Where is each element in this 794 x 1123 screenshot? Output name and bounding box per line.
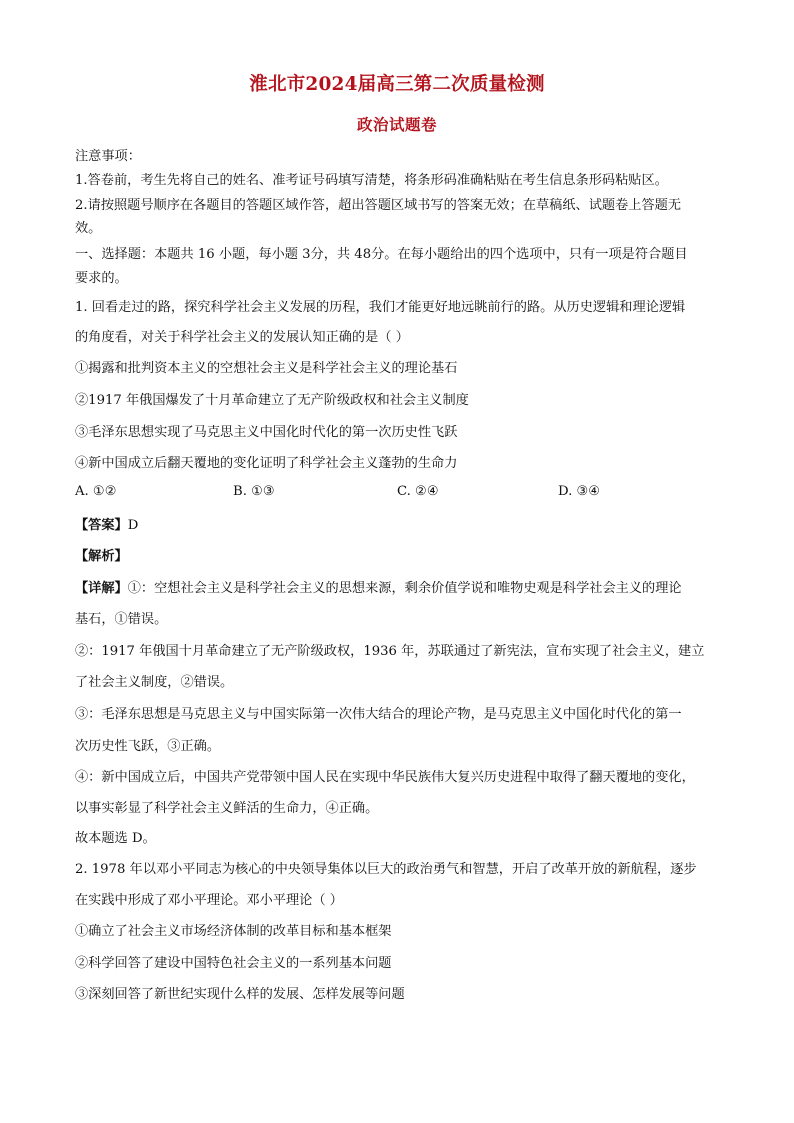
q2-statement-3: ③深刻回答了新世纪实现什么样的发展、怎样发展等问题 <box>75 987 405 1002</box>
notice-item-2: 2.请按照题号顺序在各题目的答题区域作答，超出答题区域书写的答案无效；在草稿纸、试题卷上答题无 <box>75 198 682 213</box>
answer-tag: 【答案】 <box>75 518 128 533</box>
q1-analysis-tag <box>75 548 128 566</box>
q1-statement-4: ④新中国成立后翻天覆地的变化证明了科学社会主义蓬勃的生命力 <box>75 456 458 471</box>
q1-option-a: A. ①② <box>75 484 117 499</box>
q1-stem-cont: 的角度看，对关于科学社会主义的发展认知正确的是（ ） <box>75 330 409 345</box>
answer-value: D <box>127 518 139 533</box>
q1-statement-3: ③毛泽东思想实现了马克思主义中国化时代化的第一次历史性飞跃 <box>75 425 458 440</box>
q1-detail-1-cont: 基石，①错误。 <box>75 612 168 627</box>
q1-detail-3: ③：毛泽东思想是马克思主义与中国实际第一次伟大结合的理论产物，是马克思主义中国化时代化的第一 <box>75 707 682 722</box>
q1-detail-2-cont: 了社会主义制度，②错误。 <box>75 675 234 690</box>
q2-statement-1: ①确立了社会主义市场经济体制的改革目标和基本框架 <box>75 924 392 939</box>
q1-option-b: B. ①③ <box>233 484 275 499</box>
q1-detail-4-cont: 以事实彰显了科学社会主义鲜活的生命力，④正确。 <box>75 801 379 816</box>
q2-stem: 2. 1978 年以邓小平同志为核心的中央领导集体以巨大的政治勇气和智慧，开启了改革开放的新航程，逐步 <box>75 862 697 877</box>
analysis-tag: 【解析】 <box>75 549 128 564</box>
page-title: 淮北市2024届高三第二次质量检测 <box>249 74 545 95</box>
notice-item-2-cont: 效。 <box>75 221 102 236</box>
q1-conclusion: 故本题选 D。 <box>75 831 156 846</box>
detail-1-text: ①：空想社会主义是科学社会主义的思想来源，剩余价值学说和唯物史观是科学社会主义的理论 <box>127 581 682 596</box>
q1-answer <box>75 517 138 535</box>
q2-stem-cont: 在实践中形成了邓小平理论。邓小平理论（ ） <box>75 893 343 908</box>
q1-options <box>75 484 715 504</box>
section-heading: 一、选择题：本题共 16 小题，每小题 3分，共 48分。在每小题给出的四个选项中，只有一项是符合题目 <box>75 247 688 262</box>
q1-detail-1 <box>75 580 682 598</box>
notice-item-1: 1.答卷前，考生先将自己的姓名、准考证号码填写清楚，将条形码准确粘贴在考生信息条形码粘贴区。 <box>75 173 668 188</box>
detail-tag: 【详解】 <box>75 581 128 596</box>
q1-detail-3-cont: 次历史性飞跃，③正确。 <box>75 739 221 754</box>
q1-stem: 1. 回看走过的路，探究科学社会主义发展的历程，我们才能更好地远眺前行的路。从历史逻辑和理论逻辑 <box>75 300 686 315</box>
q2-statement-2: ②科学回答了建设中国特色社会主义的一系列基本问题 <box>75 956 392 971</box>
notice-heading: 注意事项： <box>75 149 141 164</box>
q1-detail-4: ④：新中国成立后，中国共产党带领中国人民在实现中华民族伟大复兴历史进程中取得了翻天覆地的变化， <box>75 770 695 785</box>
q1-option-c: C. ②④ <box>397 484 439 499</box>
page-subtitle: 政治试题卷 <box>356 115 437 134</box>
q1-statement-2: ②1917 年俄国爆发了十月革命建立了无产阶级政权和社会主义制度 <box>75 393 469 408</box>
q1-detail-2: ②：1917 年俄国十月革命建立了无产阶级政权，1936 年，苏联通过了新宪法，宣布实现了社会主义，建立 <box>75 644 705 659</box>
q1-statement-1: ①揭露和批判资本主义的空想社会主义是科学社会主义的理论基石 <box>75 361 458 376</box>
q1-option-d: D. ③④ <box>558 484 601 499</box>
section-heading-cont: 要求的。 <box>75 271 128 286</box>
